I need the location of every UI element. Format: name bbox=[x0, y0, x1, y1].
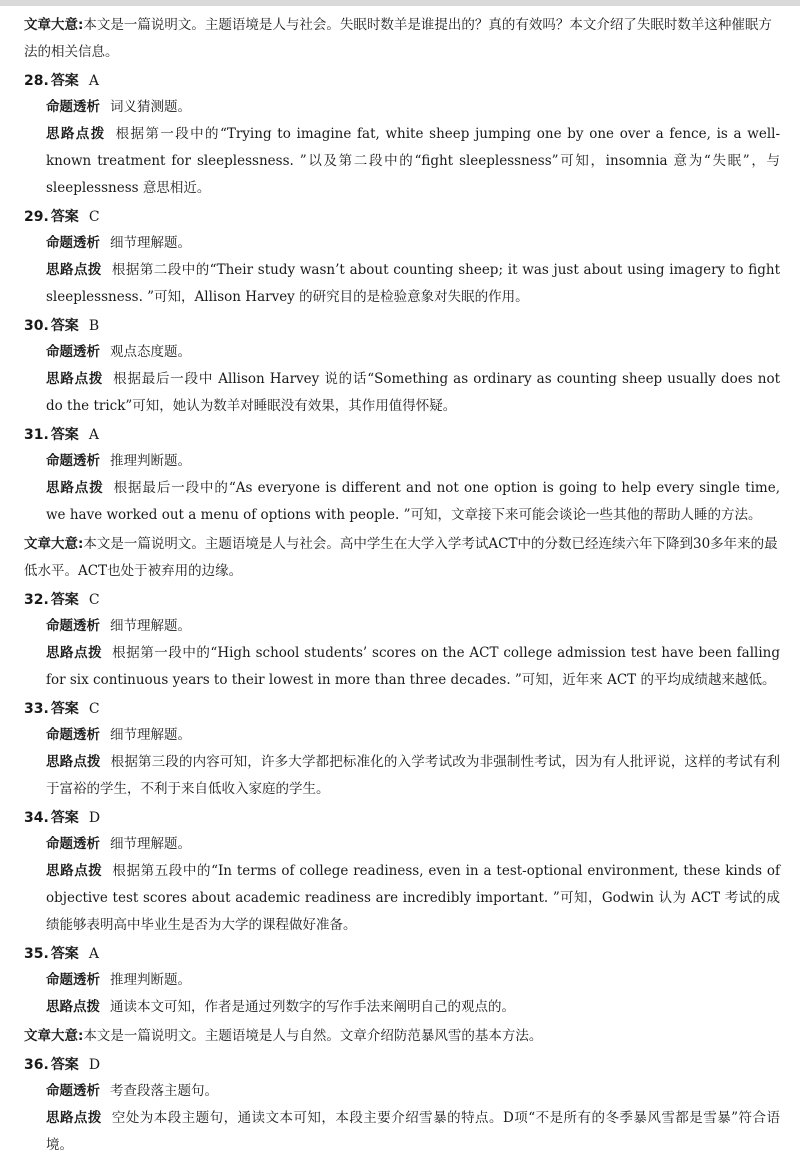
answer-label: 答案 bbox=[50, 946, 79, 962]
analysis-row bbox=[24, 230, 780, 257]
analysis-row bbox=[24, 339, 780, 366]
analysis-row bbox=[24, 613, 780, 640]
question-number: 30. bbox=[24, 318, 49, 334]
analysis-row bbox=[24, 831, 780, 858]
analysis-row bbox=[24, 967, 780, 994]
hint-text: 根据最后一段中 Allison Harvey 说的话“Something as ordinary as counting sheep usually does not do the trick”可知，她认为数羊对睡眠没有效果，其作用值得怀疑。 bbox=[46, 371, 781, 414]
hint-label: 思路点拨 bbox=[46, 754, 101, 770]
analysis-label: 命题透析 bbox=[46, 972, 100, 988]
hint-text: 根据最后一段中的“As everyone is different and not one option is going to help every single time, we have worked out a menu of options with people. ”可知，文章接下来可能会谈论一些其他的帮助人睡的方法。 bbox=[46, 480, 780, 523]
hint-text: 根据第三段的内容可知，许多大学都把标准化的入学考试改为非强制性考试，因为有人批评说，这样的考试有利于富裕的学生，不利于来自低收入家庭的学生。 bbox=[46, 754, 781, 797]
answer-letter: D bbox=[88, 1057, 101, 1073]
hint-label: 思路点拨 bbox=[46, 480, 104, 496]
question-number: 33. bbox=[24, 701, 49, 717]
analysis-text: 词义猜测题。 bbox=[110, 99, 191, 115]
question-number: 32. bbox=[24, 592, 49, 608]
hint-text: 空处为本段主题句，通读文本可知，本段主要介绍雪暴的特点。D项“不是所有的冬季暴风雪都是雪暴”符合语境。 bbox=[46, 1110, 780, 1153]
analysis-row bbox=[24, 448, 780, 475]
question-header bbox=[24, 696, 780, 722]
hint-row bbox=[24, 858, 780, 939]
analysis-text: 推理判断题。 bbox=[110, 453, 191, 469]
hint-row bbox=[24, 257, 780, 311]
analysis-text: 推理判断题。 bbox=[110, 972, 191, 988]
analysis-row bbox=[24, 1078, 780, 1105]
answer-label: 答案 bbox=[50, 1057, 79, 1073]
hint-label: 思路点拨 bbox=[46, 1110, 102, 1126]
hint-label: 思路点拨 bbox=[46, 262, 102, 278]
answer-letter: C bbox=[88, 592, 100, 608]
hint-label: 思路点拨 bbox=[46, 863, 103, 879]
question-number: 34. bbox=[24, 810, 49, 826]
hint-row bbox=[24, 749, 780, 803]
hint-text: 根据第二段中的“Their study wasn’t about counting sheep; it was just about using imagery to fight sleeplessness. ”可知，Allison Harvey 的研究目的是检验意象对失眠的作用。 bbox=[46, 262, 781, 305]
summary-label: 文章大意: bbox=[24, 17, 84, 33]
answer-label: 答案 bbox=[50, 701, 79, 717]
analysis-text: 考查段落主题句。 bbox=[110, 1083, 218, 1099]
answer-letter: D bbox=[88, 810, 101, 826]
question-header bbox=[24, 422, 780, 448]
question-number: 29. bbox=[24, 209, 49, 225]
hint-row bbox=[24, 366, 780, 420]
hint-row bbox=[24, 121, 780, 202]
hint-text: 根据第一段中的“Trying to imagine fat, white sheep jumping one by one over a fence, is a well-known treatment for sleeplessness. ”以及第二段中的“fight sleeplessness”可知，insomnia 意为“失眠”，与 sleeplessness 意思相近。 bbox=[46, 126, 781, 196]
question-31 bbox=[24, 422, 780, 529]
hint-row bbox=[24, 994, 780, 1021]
question-header bbox=[24, 1052, 780, 1078]
question-34 bbox=[24, 805, 780, 939]
hint-text: 通读本文可知，作者是通过列数字的写作手法来阐明自己的观点的。 bbox=[110, 999, 515, 1015]
answer-letter: B bbox=[88, 318, 100, 334]
analysis-text: 细节理解题。 bbox=[110, 618, 191, 634]
passage-summary bbox=[24, 531, 780, 585]
analysis-label: 命题透析 bbox=[46, 235, 100, 251]
answer-letter: A bbox=[88, 73, 99, 89]
answer-label: 答案 bbox=[50, 209, 79, 225]
question-29 bbox=[24, 204, 780, 311]
question-36 bbox=[24, 1052, 780, 1159]
hint-label: 思路点拨 bbox=[46, 371, 104, 387]
analysis-text: 细节理解题。 bbox=[110, 836, 191, 852]
analysis-text: 观点态度题。 bbox=[110, 344, 191, 360]
analysis-label: 命题透析 bbox=[46, 727, 100, 743]
analysis-text: 细节理解题。 bbox=[110, 727, 191, 743]
question-number: 36. bbox=[24, 1057, 49, 1073]
analysis-row bbox=[24, 722, 780, 749]
answer-label: 答案 bbox=[50, 810, 79, 826]
question-header bbox=[24, 204, 780, 230]
analysis-label: 命题透析 bbox=[46, 99, 100, 115]
question-header bbox=[24, 313, 780, 339]
answer-label: 答案 bbox=[50, 318, 79, 334]
analysis-text: 细节理解题。 bbox=[110, 235, 191, 251]
answer-letter: C bbox=[88, 209, 100, 225]
question-30 bbox=[24, 313, 780, 420]
answer-letter: A bbox=[88, 427, 99, 443]
question-32 bbox=[24, 587, 780, 694]
analysis-label: 命题透析 bbox=[46, 453, 100, 469]
hint-label: 思路点拨 bbox=[46, 999, 100, 1015]
answer-label: 答案 bbox=[50, 73, 79, 89]
summary-label: 文章大意: bbox=[24, 1028, 84, 1044]
answer-key-page bbox=[24, 12, 780, 1161]
passage-summary bbox=[24, 1023, 780, 1050]
analysis-label: 命题透析 bbox=[46, 836, 100, 852]
question-number: 31. bbox=[24, 427, 49, 443]
analysis-label: 命题透析 bbox=[46, 1083, 100, 1099]
summary-text: 本文是一篇说明文。主题语境是人与社会。失眠时数羊是谁提出的？真的有效吗？本文介绍了失眠时数羊这种催眠方法的相关信息。 bbox=[24, 17, 772, 60]
answer-letter: C bbox=[88, 701, 100, 717]
answer-label: 答案 bbox=[50, 592, 79, 608]
hint-row bbox=[24, 1105, 780, 1159]
question-33 bbox=[24, 696, 780, 803]
passage-summary bbox=[24, 12, 780, 66]
answer-letter: A bbox=[88, 946, 99, 962]
analysis-label: 命题透析 bbox=[46, 344, 100, 360]
question-header bbox=[24, 587, 780, 613]
question-number: 35. bbox=[24, 946, 49, 962]
question-28 bbox=[24, 68, 780, 202]
summary-label: 文章大意: bbox=[24, 536, 84, 552]
hint-label: 思路点拨 bbox=[46, 645, 103, 661]
analysis-row bbox=[24, 94, 780, 121]
hint-row bbox=[24, 475, 780, 529]
question-header bbox=[24, 805, 780, 831]
hint-text: 根据第五段中的“In terms of college readiness, even in a test-optional environment, these kinds of objective test scores about academic readiness are incredibly important. ”可知，Godwin 认为 ACT 考试的成绩能够表明高中毕业生是否为大学的课程做好准备。 bbox=[46, 863, 781, 933]
hint-text: 根据第一段中的“High school students’ scores on the ACT college admission test have been falling for six continuous years to their lowest in more than three decades. ”可知，近年来 ACT 的平均成绩越来越低。 bbox=[46, 645, 781, 688]
analysis-label: 命题透析 bbox=[46, 618, 100, 634]
answer-label: 答案 bbox=[50, 427, 79, 443]
question-header bbox=[24, 941, 780, 967]
hint-row bbox=[24, 640, 780, 694]
question-number: 28. bbox=[24, 73, 49, 89]
summary-text: 本文是一篇说明文。主题语境是人与社会。高中学生在大学入学考试ACT中的分数已经连续六年下降到30多年来的最低水平。ACT也处于被弃用的边缘。 bbox=[24, 536, 778, 579]
question-35 bbox=[24, 941, 780, 1021]
summary-text: 本文是一篇说明文。主题语境是人与自然。文章介绍防范暴风雪的基本方法。 bbox=[83, 1028, 543, 1044]
page-top-edge bbox=[0, 0, 800, 6]
hint-label: 思路点拨 bbox=[46, 126, 106, 142]
question-header bbox=[24, 68, 780, 94]
